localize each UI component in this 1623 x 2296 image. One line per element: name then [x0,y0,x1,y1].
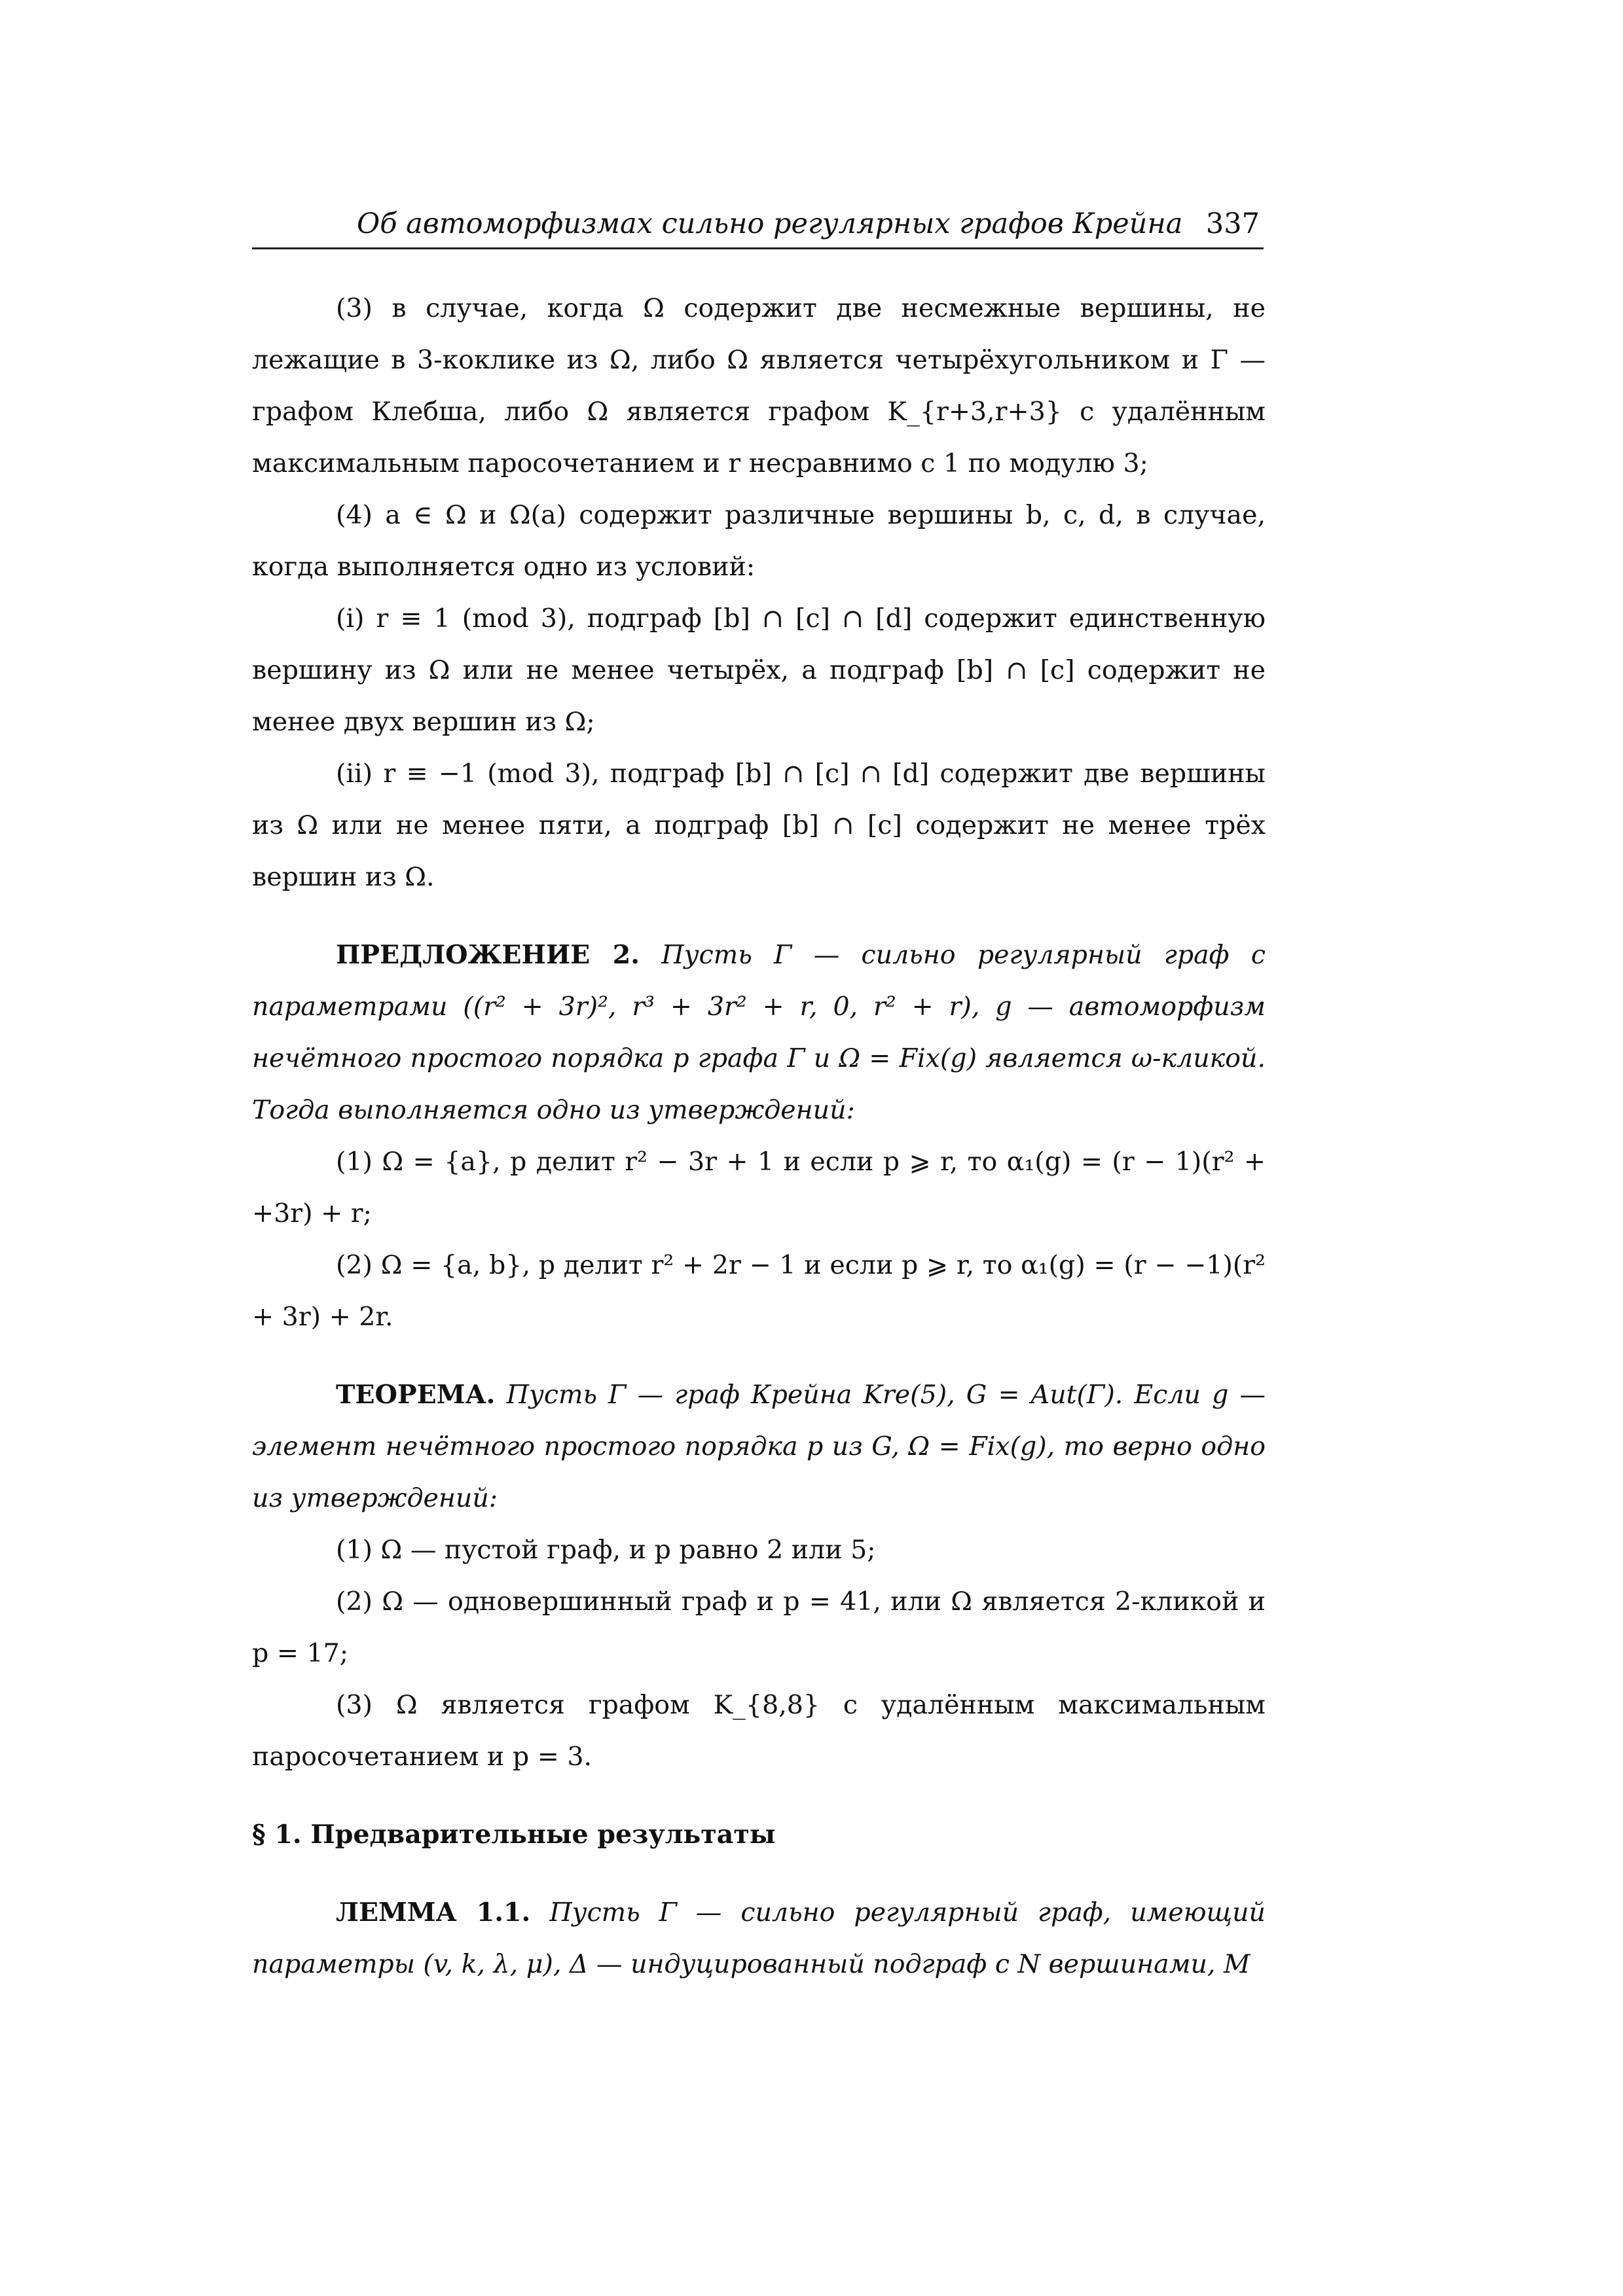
proposition-2-item-1 [252,1136,1266,1240]
paragraph-item-4-ii [252,748,1266,903]
section-heading: § 1. Предварительные результаты [252,1820,776,1850]
running-header [252,200,1264,249]
paragraph-item-4-i [252,593,1266,748]
theorem-item-2 [252,1576,1266,1679]
theorem-item-1 [252,1524,1266,1576]
paragraph-text: (1) Ω — пустой граф, и p равно 2 или 5; [336,1535,876,1565]
paragraph-item-4 [252,490,1266,593]
theorem-heading: ТЕОРЕМА. [336,1380,496,1410]
theorem-text: Пусть Γ — граф Крейна Kre(5), G = Aut(Γ). Если g — элемент нечётного простого порядка p из G, Ω = Fix(g), то верно одно из утверждений: [252,1380,1266,1513]
lemma-text: Пусть Γ — сильно регулярный граф, имеющий параметры (v, k, λ, μ), Δ — индуцированный подграф с N вершинами, M [252,1897,1266,1979]
paragraph-text: (3) в случае, когда Ω содержит две несмежные вершины, не лежащие в 3-коклике из Ω, либо Ω является четырёхугольником и Γ — графом Клебша, либо Ω является графом K_{r+3,r+3} с удалённым максимальным паросочетанием и r несравнимо с 1 по модулю 3; [252,293,1266,478]
proposition-text: Пусть Γ — сильно регулярный граф с параметрами ((r² + 3r)², r³ + 3r² + r, 0, r² + r), g — автоморфизм нечётного простого порядка p графа Γ и Ω = Fix(g) является ω-кликой. Тогда выполняется одно из утверждений: [252,940,1266,1125]
paragraph-text: (ii) r ≡ −1 (mod 3), подграф [b] ∩ [c] ∩ [d] содержит две вершины из Ω или не менее пяти, а подграф [b] ∩ [c] содержит не менее трёх вершин из Ω. [252,759,1266,892]
lemma-heading: ЛЕММА 1.1. [336,1897,531,1928]
theorem-item-3 [252,1679,1266,1783]
paragraph-text: (3) Ω является графом K_{8,8} с удалённым максимальным паросочетанием и p = 3. [252,1690,1266,1772]
proposition-heading: ПРЕДЛОЖЕНИЕ 2. [336,940,640,970]
body-text [252,283,1266,1990]
page-number: 337 [1205,207,1260,240]
paragraph-text: (2) Ω = {a, b}, p делит r² + 2r − 1 и если p ⩾ r, то α₁(g) = (r − −1)(r² + 3r) + 2r. [252,1250,1266,1332]
theorem [252,1369,1266,1524]
paragraph-text: (4) a ∈ Ω и Ω(a) содержит различные вершины b, c, d, в случае, когда выполняется одно из условий: [252,500,1266,582]
proposition-2-item-2 [252,1240,1266,1343]
paragraph-item-3 [252,283,1266,490]
paragraph-text: (2) Ω — одновершинный граф и p = 41, или Ω является 2-кликой и p = 17; [252,1587,1266,1668]
proposition-2 [252,929,1266,1136]
paragraph-text: (i) r ≡ 1 (mod 3), подграф [b] ∩ [c] ∩ [d] содержит единственную вершину из Ω или не менее четырёх, а подграф [b] ∩ [c] содержит не менее двух вершин из Ω; [252,603,1266,737]
running-title: Об автоморфизмах сильно регулярных графов Крейна [357,207,1183,240]
lemma-1-1 [252,1887,1266,1990]
paragraph-text: (1) Ω = {a}, p делит r² − 3r + 1 и если p ⩾ r, то α₁(g) = (r − 1)(r² + +3r) + r; [252,1147,1266,1229]
